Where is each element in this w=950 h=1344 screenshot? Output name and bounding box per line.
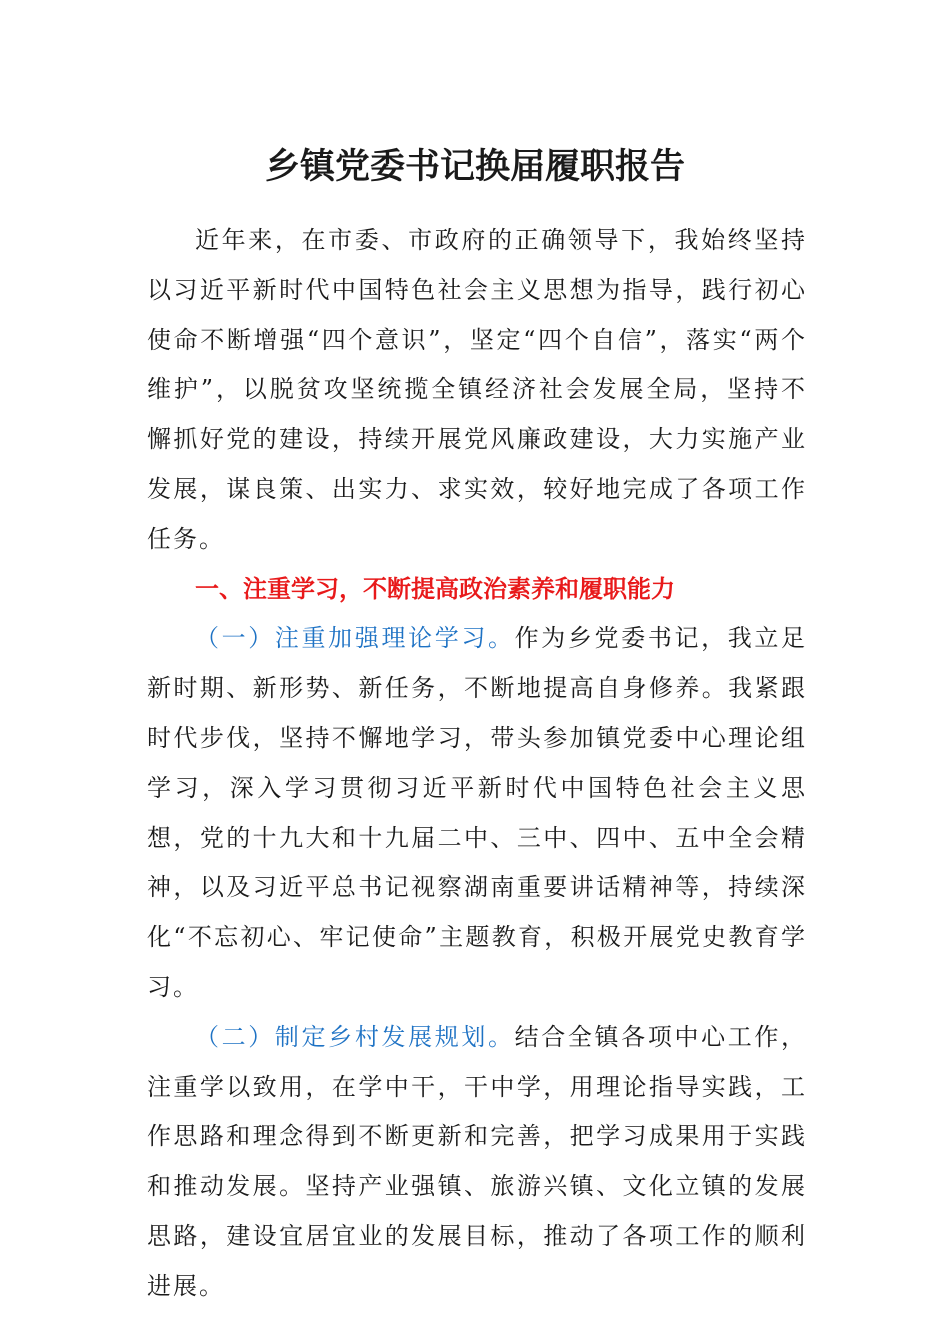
subsection-paragraph-2 (147, 1013, 807, 1312)
section-heading: 一、注重学习，不断提高政治素养和履职能力 (195, 574, 675, 603)
intro-paragraph: 近年来，在市委、市政府的正确领导下，我始终坚持以习近平新时代中国特色社会主义思想为指导，践行初心使命不断增强“四个意识”，坚定“四个自信”，落实“两个维护”，以脱贫攻坚统揽全镇经济社会发展全局，坚持不懈抓好党的建设，持续开展党风廉政建设，大力实施产业发展，谋良策、出实力、求实效，较好地完成了各项工作任务。 (147, 226, 807, 553)
document-title: 乡镇党委书记换届履职报告 (264, 146, 685, 187)
subsection-text-1: 作为乡党委书记，我立足新时期、新形势、新任务，不断地提高自身修养。我紧跟时代步伐，坚持不懈地学习，带头参加镇党委中心理论组学习，深入学习贯彻习近平新时代中国特色社会主义思想，党的十九大和十九届二中、三中、四中、五中全会精神，以及习近平总书记视察湖南重要讲话精神等，持续深化“不忘初心、牢记使命”主题教育，积极开展党史教育学习。 (147, 624, 808, 1001)
subsection-heading-2: （二）制定乡村发展规划。 (195, 1022, 515, 1051)
subsection-paragraph-1 (147, 614, 807, 1012)
subsection-heading-1: （一）注重加强理论学习。 (195, 624, 515, 653)
document-body (147, 216, 807, 1312)
subsection-text-2: 结合全镇各项中心工作，注重学以致用，在学中干，干中学，用理论指导实践，工作思路和理念得到不断更新和完善，把学习成果用于实践和推动发展。坚持产业强镇、旅游兴镇、文化立镇的发展思路，建设宜居宜业的发展目标，推动了各项工作的顺利进展。 (147, 1022, 808, 1300)
